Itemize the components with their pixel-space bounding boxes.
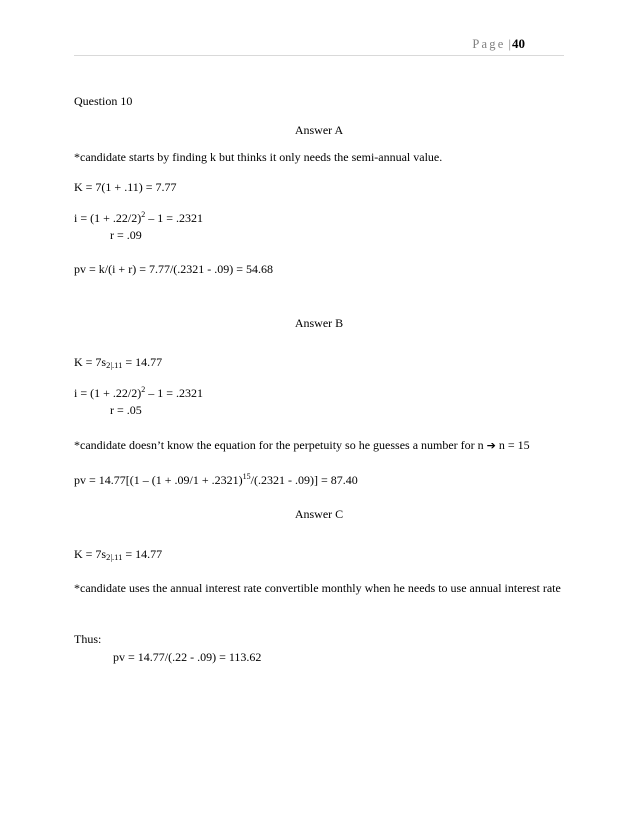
answer-c-k-line <box>74 547 162 561</box>
answer-b-pv-line <box>74 473 358 487</box>
answer-b-i-exp: 2 <box>141 385 146 394</box>
answer-c-thus: Thus: <box>74 632 102 646</box>
answer-a-r-line: r = .09 <box>110 228 142 242</box>
answer-b-k-sub: 2|.11 <box>106 360 123 370</box>
answer-a-k-line: K = 7(1 + .11) = 7.77 <box>74 180 177 194</box>
page-number: 40 <box>512 36 525 51</box>
answer-a-heading: Answer A <box>294 123 344 137</box>
right-arrow-icon: ➔ <box>486 439 496 452</box>
page-word: Page <box>472 37 506 51</box>
header-separator: | <box>508 37 511 51</box>
answer-a-i-post: – 1 = .2321 <box>145 211 203 225</box>
answer-a-i-exp: 2 <box>141 210 146 219</box>
answer-b-k-line <box>74 355 162 369</box>
answer-b-pv-exp: 15 <box>242 472 251 481</box>
answer-b-heading: Answer B <box>294 316 344 330</box>
header-rule <box>74 55 564 56</box>
answer-b-pv-pre: pv = 14.77[(1 – (1 + .09/1 + .2321) <box>74 473 243 487</box>
answer-a-i-pre: i = (1 + .22/2) <box>74 211 142 225</box>
answer-c-k-post: = 14.77 <box>122 547 163 561</box>
answer-a-i-line <box>74 211 203 225</box>
question-title: Question 10 <box>74 94 133 108</box>
answer-b-note <box>74 438 530 453</box>
answer-b-i-pre: i = (1 + .22/2) <box>74 386 142 400</box>
answer-b-note-post: n = 15 <box>495 438 530 452</box>
answer-a-pv-line: pv = k/(i + r) = 7.77/(.2321 - .09) = 54.68 <box>74 262 274 276</box>
answer-c-note: *candidate uses the annual interest rate convertible monthly when he needs to use annual interest rate <box>74 581 561 595</box>
answer-b-k-post: = 14.77 <box>122 355 163 369</box>
answer-b-note-pre: *candidate doesn’t know the equation for the perpetuity so he guesses a number for n <box>74 438 487 452</box>
answer-c-pv-line: pv = 14.77/(.22 - .09) = 113.62 <box>113 650 262 664</box>
answer-b-i-line <box>74 386 203 400</box>
answer-b-i-post: – 1 = .2321 <box>145 386 203 400</box>
answer-b-pv-post: /(.2321 - .09)] = 87.40 <box>250 473 358 487</box>
answer-c-heading: Answer C <box>294 507 344 521</box>
answer-c-k-sub: 2|.11 <box>106 552 123 562</box>
answer-c-k-pre: K = 7s <box>74 547 107 561</box>
page-header <box>472 36 525 52</box>
answer-b-k-pre: K = 7s <box>74 355 107 369</box>
answer-b-r-line: r = .05 <box>110 403 142 417</box>
answer-a-note: *candidate starts by finding k but thinks it only needs the semi-annual value. <box>74 150 443 164</box>
